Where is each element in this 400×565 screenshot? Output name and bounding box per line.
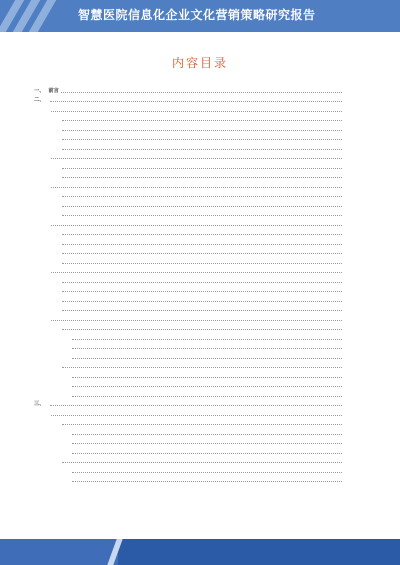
toc-entry[interactable] [34, 388, 352, 398]
toc-dot-leader [72, 434, 342, 435]
toc-dot-leader [62, 291, 342, 292]
toc-dot-leader [72, 386, 342, 387]
toc-entry[interactable] [34, 445, 352, 455]
toc-dot-leader [62, 149, 342, 150]
toc-dot-leader [62, 282, 342, 283]
toc-entry[interactable] [34, 189, 352, 199]
toc-dot-leader [62, 253, 342, 254]
toc-dot-leader [51, 320, 342, 321]
toc-entry[interactable] [34, 369, 352, 379]
toc-entry[interactable] [34, 312, 352, 322]
toc-entry[interactable] [34, 236, 352, 246]
toc-dot-leader [62, 301, 342, 302]
toc-dot-leader [62, 139, 342, 140]
toc-entry[interactable] [34, 170, 352, 180]
toc-dot-leader [62, 263, 342, 264]
toc-entry[interactable] [34, 255, 352, 265]
toc-entry[interactable] [34, 122, 352, 132]
toc-entry[interactable] [34, 379, 352, 389]
toc-dot-leader [62, 168, 342, 169]
toc-entry[interactable] [34, 265, 352, 275]
toc-entry[interactable] [34, 217, 352, 227]
toc-dot-leader [72, 453, 342, 454]
toc-entry[interactable] [34, 407, 352, 417]
toc-entry[interactable] [34, 426, 352, 436]
toc-dot-leader [62, 234, 342, 235]
toc-entry[interactable] [34, 360, 352, 370]
toc-entry[interactable] [34, 284, 352, 294]
toc-entry[interactable] [34, 246, 352, 256]
toc-entry[interactable] [34, 132, 352, 142]
toc-dot-leader [62, 462, 342, 463]
toc-dot-leader [62, 244, 342, 245]
toc-dot-leader [72, 481, 342, 482]
toc-dot-leader [62, 196, 342, 197]
toc-dot-leader [62, 120, 342, 121]
toc-dot-leader [51, 225, 342, 226]
toc-entry[interactable] [34, 331, 352, 341]
toc-entry-title: 前言 [48, 87, 59, 94]
toc-entry-number: 二、 [34, 97, 45, 103]
toc-entry[interactable] [34, 293, 352, 303]
footer-banner [0, 539, 400, 565]
toc-entry[interactable] [34, 141, 352, 151]
toc-entry-number: 三、 [34, 401, 45, 407]
toc-dot-leader [72, 339, 342, 340]
toc-entry[interactable] [34, 398, 352, 408]
toc-dot-leader [51, 272, 342, 273]
toc-dot-leader [62, 215, 342, 216]
toc-dot-leader [72, 443, 342, 444]
toc-entry[interactable] [34, 208, 352, 218]
toc-dot-leader [62, 206, 342, 207]
toc-dot-leader [72, 472, 342, 473]
toc-entry[interactable] [34, 179, 352, 189]
toc-dot-leader [62, 424, 342, 425]
toc-entry[interactable] [34, 436, 352, 446]
toc-dot-leader [51, 187, 342, 188]
table-of-contents [34, 84, 352, 483]
toc-entry[interactable] [34, 455, 352, 465]
toc-entry[interactable] [34, 227, 352, 237]
toc-dot-leader [51, 111, 342, 112]
toc-entry[interactable] [34, 341, 352, 351]
toc-dot-leader [51, 158, 342, 159]
toc-dot-leader [61, 92, 342, 93]
toc-dot-leader [72, 377, 342, 378]
toc-entry[interactable] [34, 350, 352, 360]
toc-entry[interactable] [34, 417, 352, 427]
toc-dot-leader [51, 415, 342, 416]
toc-dot-leader [62, 367, 342, 368]
toc-dot-leader [62, 177, 342, 178]
toc-entry[interactable] [34, 464, 352, 474]
toc-entry-number: 一、 [34, 87, 45, 94]
toc-entry[interactable] [34, 303, 352, 313]
toc-entry[interactable] [34, 322, 352, 332]
toc-entry[interactable] [34, 103, 352, 113]
toc-dot-leader [62, 130, 342, 131]
toc-entry[interactable] [34, 113, 352, 123]
header-banner [0, 0, 400, 32]
toc-dot-leader [72, 358, 342, 359]
toc-dot-leader [72, 396, 342, 397]
toc-dot-leader [62, 310, 342, 311]
toc-dot-leader [72, 348, 342, 349]
toc-entry[interactable] [34, 274, 352, 284]
toc-dot-leader [50, 405, 342, 406]
toc-entry[interactable] [34, 474, 352, 484]
toc-entry[interactable] [34, 84, 352, 94]
toc-entry[interactable] [34, 94, 352, 104]
toc-entry[interactable] [34, 160, 352, 170]
report-title: 智慧医院信息化企业文化营销策略研究报告 [78, 8, 316, 22]
toc-dot-leader [50, 101, 342, 102]
toc-entry[interactable] [34, 151, 352, 161]
toc-heading: 内容目录 [171, 56, 228, 70]
toc-entry[interactable] [34, 198, 352, 208]
footer-left-block [0, 539, 118, 565]
toc-dot-leader [62, 329, 342, 330]
